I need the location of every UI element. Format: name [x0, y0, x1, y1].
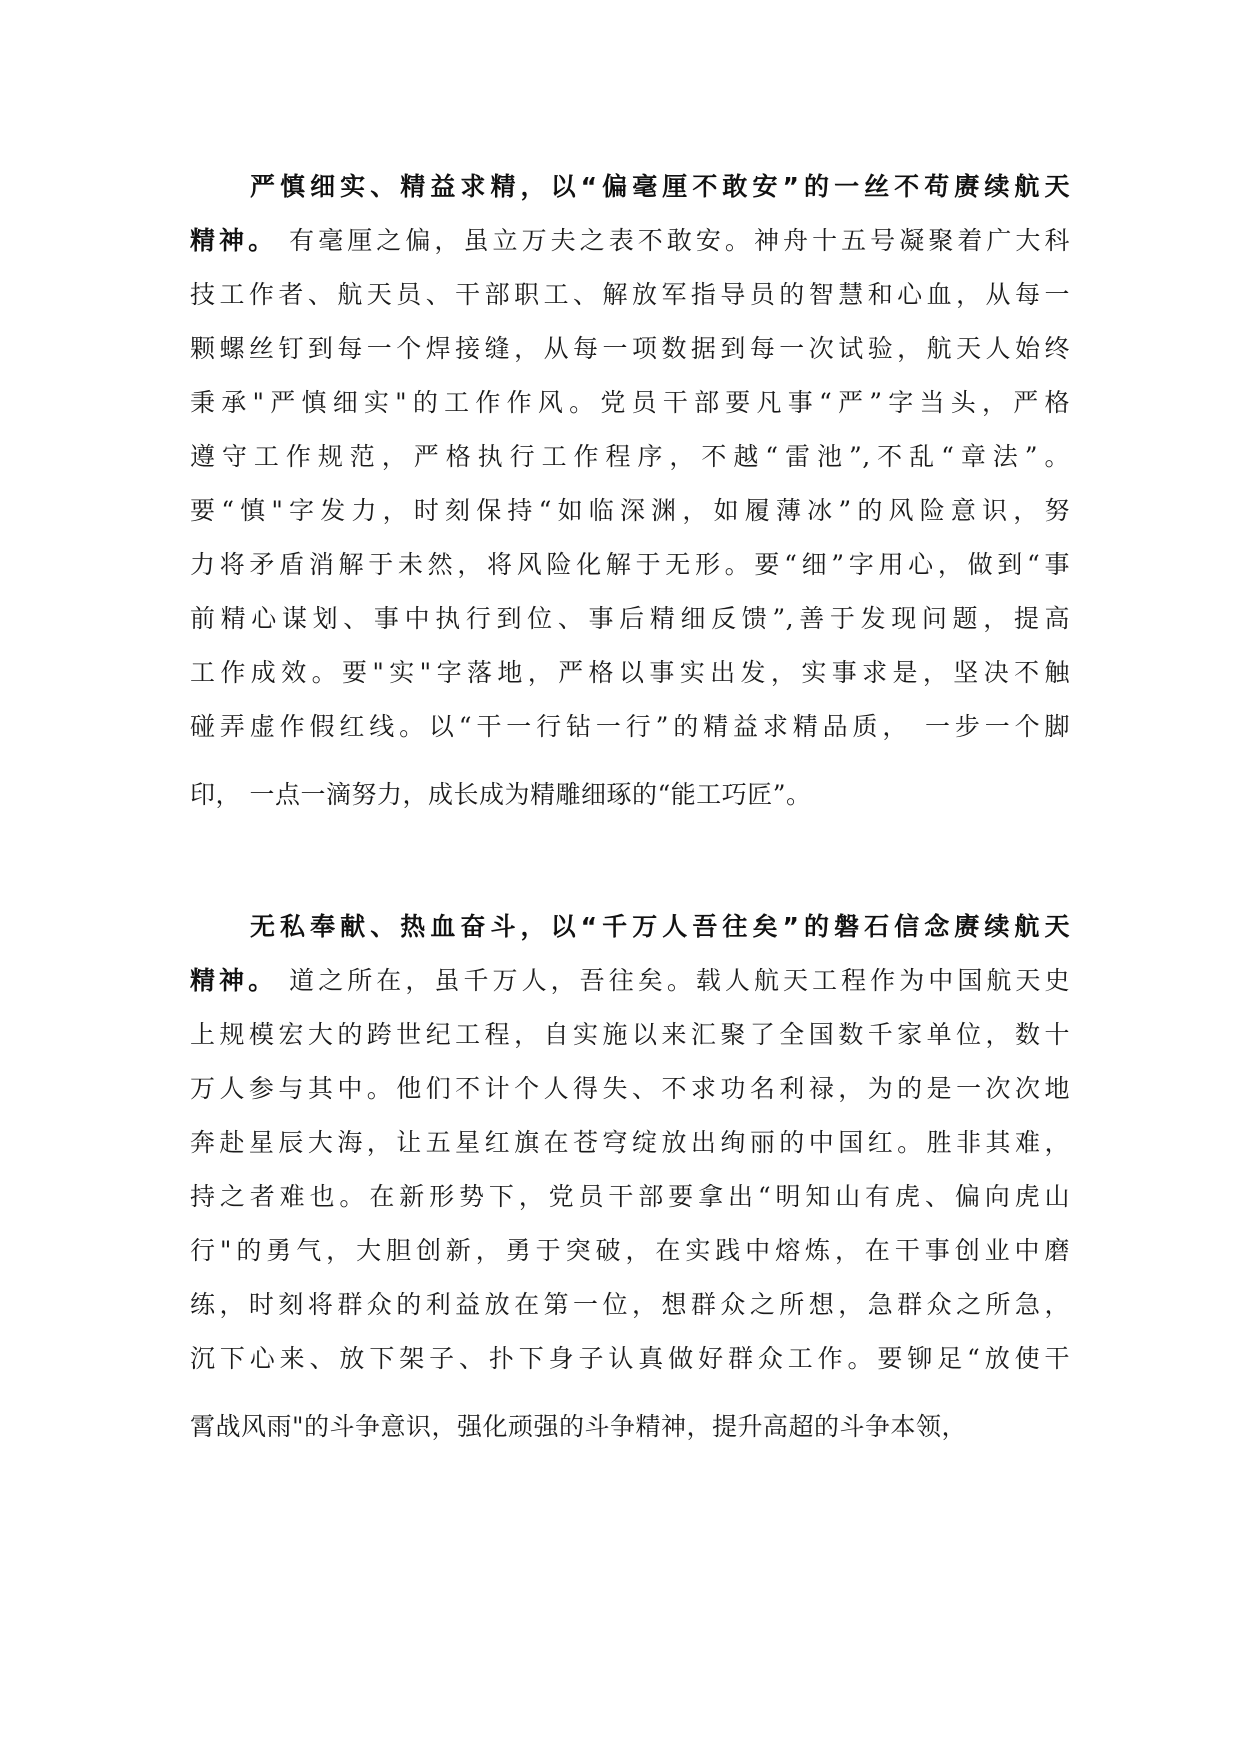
body-text: 有毫厘之偏，虽立万夫之表不敢安。神舟十五号凝聚着广大科: [277, 226, 1070, 255]
paragraph-line: 练，时刻将群众的利益放在第一位，想群众之所想，急群众之所急，: [190, 1290, 1070, 1319]
paragraph-line: 秉承"严慎细实"的工作作风。党员干部要凡事“严”字当头，严格: [190, 388, 1070, 417]
paragraph-line: 技工作者、航天员、干部职工、解放军指导员的智慧和心血，从每一: [190, 280, 1070, 309]
paragraph-line: 工作成效。要"实"字落地，严格以事实出发，实事求是，坚决不触: [190, 658, 1070, 687]
paragraph-line: 前精心谋划、事中执行到位、事后精细反馈”,善于发现问题，提高: [190, 604, 1070, 633]
paragraph-line: [190, 214, 1070, 268]
paragraph-heading: 严慎细实、精益求精，以“偏毫厘不敢安”的一丝不苟赓续航天: [250, 172, 1070, 201]
paragraph-line: 印， 一点一滴努力，成长成为精雕细琢的“能工巧匠”。: [190, 780, 812, 809]
paragraph-line: 持之者难也。在新形势下，党员干部要拿出“明知山有虎、偏向虎山: [190, 1182, 1070, 1211]
paragraph-1: [190, 160, 1070, 822]
paragraph-line: 力将矛盾消解于未然，将风险化解于无形。要“细”字用心，做到“事: [190, 550, 1070, 579]
paragraph-line: 万人参与其中。他们不计个人得失、不求功名利禄，为的是一次次地: [190, 1074, 1070, 1103]
paragraph-heading: 无私奉献、热血奋斗，以“千万人吾往矣”的磐石信念赓续航天: [250, 912, 1070, 941]
paragraph-line: 遵守工作规范，严格执行工作程序，不越“雷池”,不乱“章法”。: [190, 442, 1070, 471]
paragraph-line: 颗螺丝钉到每一个焊接缝，从每一项数据到每一次试验，航天人始终: [190, 334, 1070, 363]
body-text: 道之所在，虽千万人，吾往矣。载人航天工程作为中国航天史: [277, 966, 1070, 995]
paragraph-line: 碰弄虚作假红线。以“干一行钻一行”的精益求精品质， 一步一个脚: [190, 712, 1070, 741]
heading-tail: 精神。: [190, 226, 278, 255]
paragraph-line: [190, 954, 1070, 1008]
paragraph-line: 奔赴星辰大海，让五星红旗在苍穹绽放出绚丽的中国红。胜非其难，: [190, 1128, 1070, 1157]
paragraph-2: [190, 900, 1070, 1454]
paragraph-line: 要“慎"字发力，时刻保持“如临深渊，如履薄冰”的风险意识，努: [190, 496, 1070, 525]
paragraph-line: 上规模宏大的跨世纪工程，自实施以来汇聚了全国数千家单位，数十: [190, 1020, 1070, 1049]
paragraph-line: 行"的勇气，大胆创新，勇于突破，在实践中熔炼，在干事创业中磨: [190, 1236, 1070, 1265]
paragraph-line: 沉下心来、放下架子、扑下身子认真做好群众工作。要铆足“放使干: [190, 1344, 1070, 1373]
heading-tail: 精神。: [190, 966, 278, 995]
paragraph-line: 霄战风雨"的斗争意识，强化顽强的斗争精神，提升高超的斗争本领，: [190, 1412, 968, 1441]
